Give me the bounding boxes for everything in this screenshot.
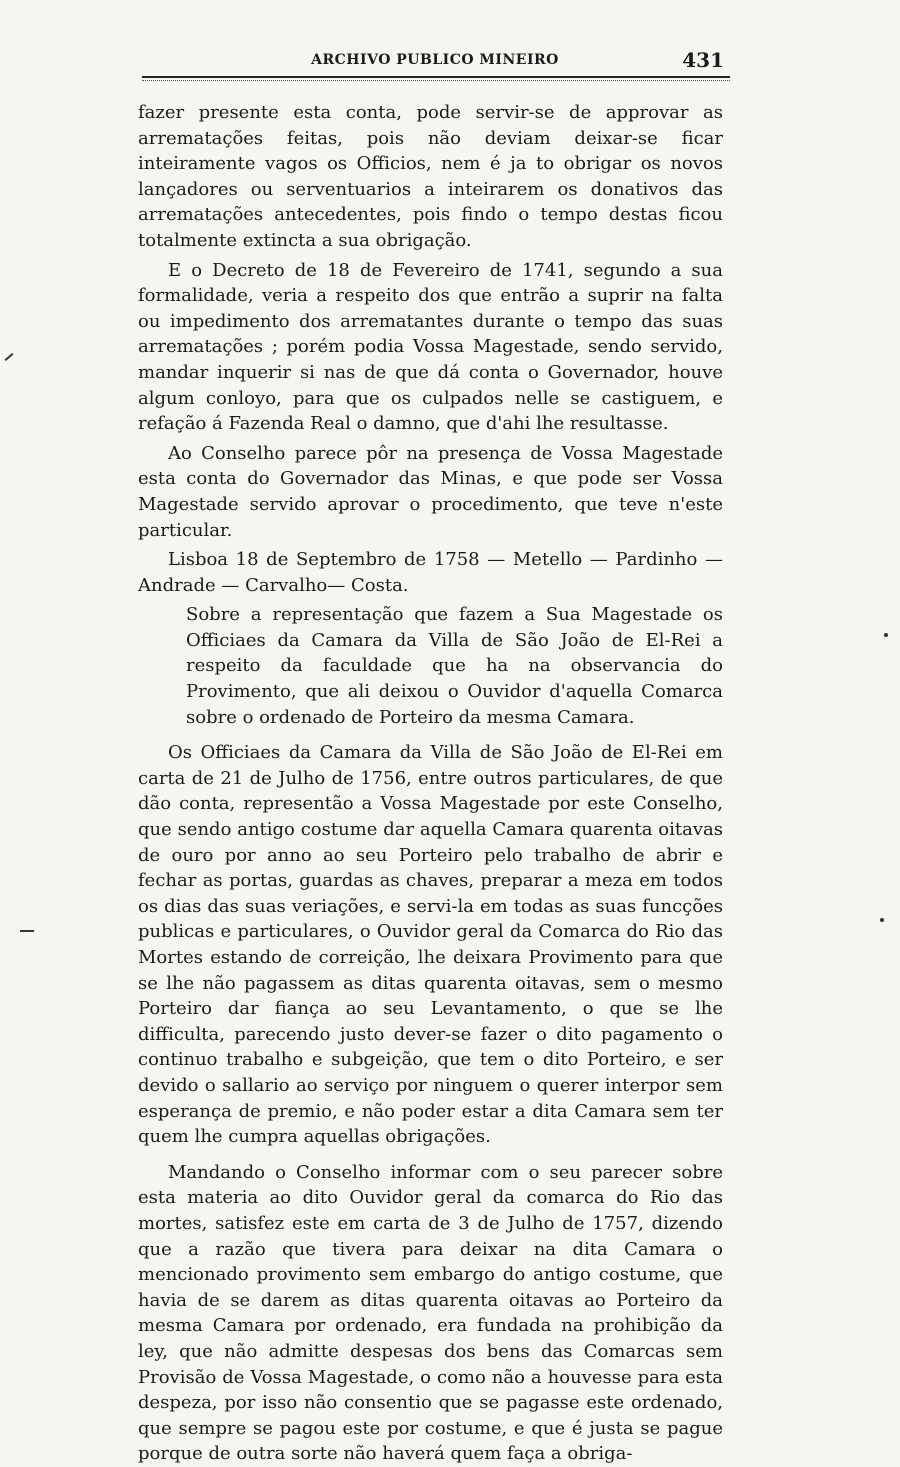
document-summary: Sobre a representação que fazem a Sua Magestade os Officiaes da Camara da Villa de São João de El-Rei a respeito da faculdade que ha na observancia do Provimento, que ali deixou o Ouvidor d'aquella Comarca sobre o ordenado de Porteiro da mesma Camara. xyxy=(186,604,723,728)
paragraph-2: E o Decreto de 18 de Fevereiro de 1741, segundo a sua formalidade, veria a respeito dos que entrão a suprir na falta ou impedimento dos arrematantes durante o tempo das suas arrematações ; porém podia Vossa Magestade, sendo servido, mandar inquerir si nas de que dá conta o Governador, houve algum conloyo, para que os culpados nelle se castiguem, e refação á Fazenda Real o damno, que d'ahi lhe resultasse. xyxy=(138,259,723,435)
page-number: 431 xyxy=(682,48,724,72)
margin-dot-right-2 xyxy=(880,918,884,922)
signature-line: Lisboa 18 de Septembro de 1758 — Metello — Pardinho — Andrade — Carvalho— Costa. xyxy=(138,549,723,596)
page-header xyxy=(140,48,730,78)
header-rule xyxy=(142,76,730,78)
paragraph-4: Os Officiaes da Camara da Villa de São João de El-Rei em carta de 21 de Julho de 1756, entre outros particulares, de que dão conta, representão a Vossa Magestade por este Conselho, que sendo antigo costume dar aquella Camara quarenta oitavas de ouro por anno ao seu Porteiro pelo trabalho de abrir e fechar as portas, guardas as chaves, preparar a meza em todos os dias das suas veriações, e servi-la em todas as suas funcções publicas e particulares, o Ouvidor geral da Comarca do Rio das Mortes estando de correição, lhe deixara Provimento para que se lhe não pagassem as ditas quarenta oitavas, sem o mesmo Porteiro dar fiança ao seu Levantamento, o que se lhe difficulta, parecendo justo dever-se fazer o dito pagamento o continuo trabalho e subgeição, que tem o dito Porteiro, e ser devido o sallario ao serviço por ninguem o querer interpor sem esperança de premio, e não poder estar a dita Camara sem ter quem lhe cumpra aquellas obrigações. xyxy=(138,742,723,1148)
paragraph-1: fazer presente esta conta, pode servir-se de approvar as arrematações feitas, pois não deviam deixar-se ficar inteiramente vagos os Officios, nem é ja to obrigar os novos lançadores ou serventuarios a inteirarem os donativos das arrematações antecedentes, pois findo o tempo destas ficou totalmente extincta a sua obrigação. xyxy=(138,102,723,251)
running-head: ARCHIVO PUBLICO MINEIRO xyxy=(311,52,559,68)
margin-mark-left xyxy=(5,353,14,361)
header-rule-dotted xyxy=(142,80,730,81)
paragraph-5: Mandando o Conselho informar com o seu parecer sobre esta materia ao dito Ouvidor geral da comarca do Rio das mortes, satisfez este em carta de 3 de Julho de 1757, dizendo que a razão que tivera para deixar na dita Camara o mencionado provimento sem embargo do antigo costume, que havia de se darem as ditas quarenta oitavas ao Porteiro da mesma Camara por ordenado, era fundada na prohibição da ley, que não admitte despesas dos bens das Comarcas sem Provisão de Vossa Magestade, o como não a houvesse para esta despeza, por isso não consentio que se pagasse este ordenado, que sempre se pagou este por costume, e que é justa se pague porque de outra sorte não haverá quem faça a obriga- xyxy=(138,1161,723,1465)
paragraph-3: Ao Conselho parece pôr na presença de Vossa Magestade esta conta do Governador das Minas, e que pode ser Vossa Magestade servido aprovar o procedimento, que teve n'este particular. xyxy=(138,442,723,541)
page-body xyxy=(138,100,723,1467)
margin-mark-left-2 xyxy=(20,930,34,932)
margin-dot-right xyxy=(884,633,888,637)
